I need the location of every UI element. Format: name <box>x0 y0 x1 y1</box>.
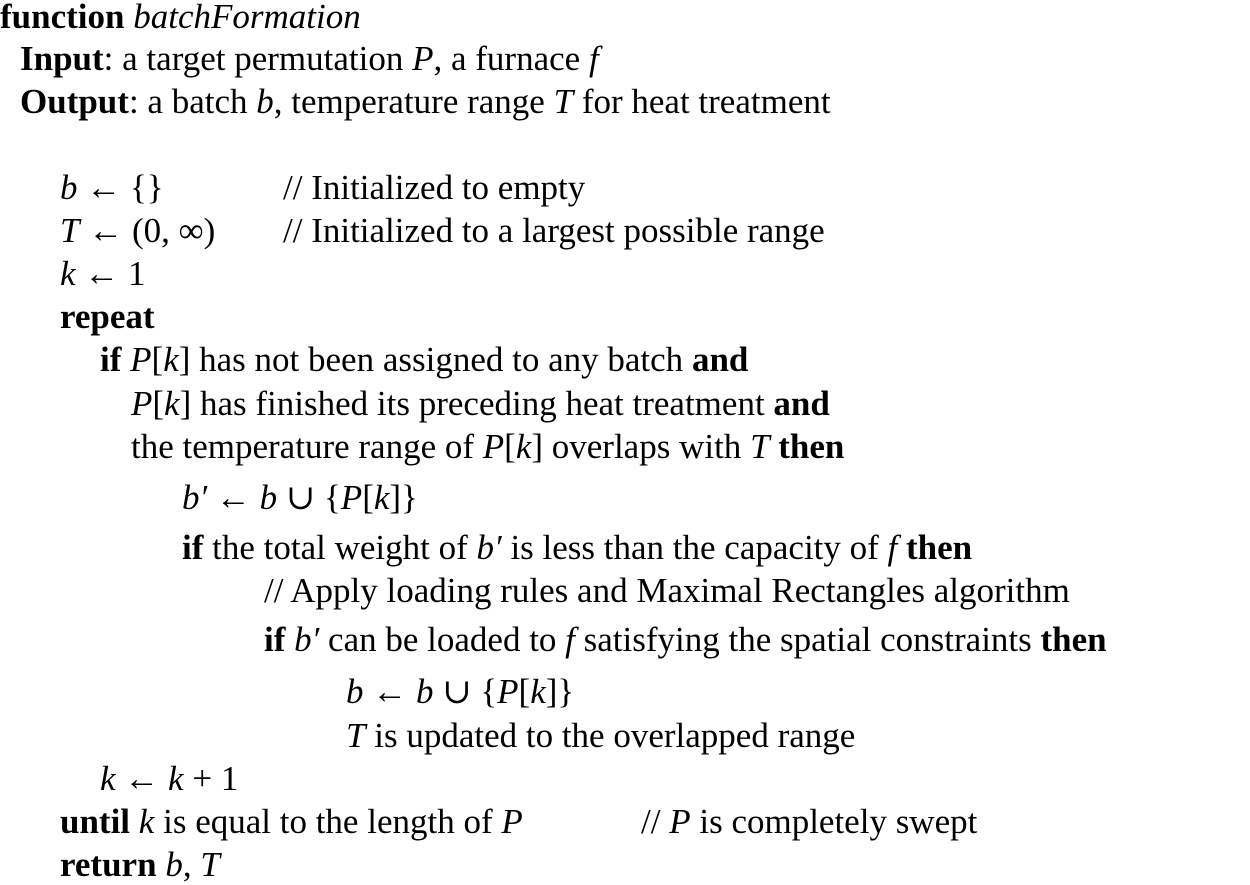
init-k-var: k <box>60 254 76 293</box>
bracket: [ <box>151 340 164 379</box>
assign-arrow: ← <box>363 672 416 711</box>
var-k: k <box>100 759 116 798</box>
then-keyword: then <box>906 528 973 567</box>
init-t-comment: // Initialized to a largest possible range <box>283 211 825 250</box>
k-increment-line <box>100 759 238 799</box>
init-b-op: ← {} <box>77 168 164 207</box>
input-text-2: , a furnace <box>433 39 589 78</box>
then-keyword: then <box>778 427 845 466</box>
comment-rules-line <box>264 571 1070 611</box>
if-weight-text: the total weight of <box>203 528 477 567</box>
input-line <box>20 39 599 79</box>
init-k-line <box>60 254 146 294</box>
var-k: k <box>168 759 184 798</box>
var-b-prime: b′ <box>476 528 502 567</box>
var-p: P <box>669 802 691 841</box>
var-p: P <box>501 802 523 841</box>
if-finished-line <box>131 384 830 424</box>
output-text-3: for heat treatment <box>573 82 831 121</box>
if-overlap-text: the temperature range of <box>131 427 483 466</box>
space <box>157 845 166 884</box>
if-load-line <box>264 620 1107 660</box>
and-keyword: and <box>691 340 749 379</box>
if-keyword: if <box>100 340 122 379</box>
then-keyword: then <box>1040 620 1107 659</box>
comma: , <box>182 845 201 884</box>
if-overlap-line <box>131 427 844 467</box>
return-line <box>60 845 220 885</box>
init-t-line <box>60 211 825 251</box>
space <box>121 340 130 379</box>
input-var-f: f <box>588 39 599 78</box>
if-weight-text-2: is less than the capacity of <box>501 528 888 567</box>
until-comment <box>641 802 977 842</box>
plus-one: + 1 <box>183 759 239 798</box>
repeat-keyword: repeat <box>60 297 155 336</box>
var-b: b <box>165 845 183 884</box>
until-line <box>60 802 978 842</box>
init-k-op: ← 1 <box>75 254 146 293</box>
if-weight-line <box>182 528 972 568</box>
space <box>130 802 139 841</box>
var-t: T <box>346 716 366 755</box>
input-label: Input <box>20 39 104 78</box>
b-assign-line <box>346 672 574 712</box>
if-assigned-line <box>100 340 748 380</box>
return-keyword: return <box>60 845 157 884</box>
comment-rules: // Apply loading rules and Maximal Rectangles algorithm <box>264 571 1070 610</box>
union-open: ∪ { <box>433 672 498 711</box>
function-name: batchFormation <box>133 0 361 36</box>
union-close: ]} <box>545 672 575 711</box>
space <box>285 620 294 659</box>
var-b-prime: b′ <box>182 478 208 517</box>
if-load-text-2: satisfying the spatial constraints <box>574 620 1041 659</box>
output-text: : a batch <box>128 82 257 121</box>
var-f: f <box>565 620 575 659</box>
var-p: P <box>482 427 505 466</box>
var-k: k <box>373 478 390 517</box>
bracket: [ <box>152 384 165 423</box>
union-open: ∪ { <box>277 478 341 517</box>
until-keyword: until <box>60 802 131 841</box>
var-k: k <box>163 340 179 379</box>
if-finished-text: ] has finished its preceding heat treatment <box>179 384 774 423</box>
bprime-assign-line <box>182 478 418 518</box>
var-t: T <box>750 427 770 466</box>
output-var-b: b <box>256 82 274 121</box>
union-close: ]} <box>389 478 418 517</box>
bracket: [ <box>362 478 374 517</box>
if-overlap-text-2: ] overlaps with <box>531 427 751 466</box>
var-k: k <box>138 802 155 841</box>
var-p: P <box>130 340 152 379</box>
output-var-t: T <box>553 82 574 121</box>
var-b: b <box>346 672 364 711</box>
input-var-p: P <box>412 39 434 78</box>
var-f: f <box>887 528 898 567</box>
var-k: k <box>164 384 180 423</box>
and-keyword: and <box>773 384 830 423</box>
var-p: P <box>497 672 519 711</box>
if-assigned-text: ] has not been assigned to any batch <box>178 340 692 379</box>
input-text: : a target permutation <box>103 39 413 78</box>
var-t: T <box>200 845 220 884</box>
function-header <box>0 0 361 37</box>
var-p: P <box>131 384 153 423</box>
if-keyword: if <box>182 528 204 567</box>
assign-arrow: ← <box>115 759 169 798</box>
space <box>770 427 779 466</box>
t-update-line <box>346 716 855 756</box>
init-t-op: ← (0, ∞) <box>79 211 216 250</box>
repeat-line <box>60 297 155 337</box>
init-t-var: T <box>60 211 80 250</box>
var-k: k <box>530 672 546 711</box>
init-b-comment: // Initialized to empty <box>283 168 586 207</box>
assign-arrow: ← <box>207 478 260 517</box>
bracket: [ <box>504 427 516 466</box>
comment-slash: // <box>641 802 670 841</box>
var-b: b <box>416 672 434 711</box>
var-b: b <box>259 478 278 517</box>
until-text: is equal to the length of <box>154 802 502 841</box>
if-load-text: can be loaded to <box>319 620 566 659</box>
if-keyword: if <box>264 620 286 659</box>
t-update-text: is updated to the overlapped range <box>365 716 856 755</box>
function-keyword: function <box>0 0 125 36</box>
output-line <box>20 82 831 122</box>
init-b-line <box>60 168 586 208</box>
space <box>897 528 906 567</box>
bracket: [ <box>518 672 531 711</box>
var-k: k <box>515 427 532 466</box>
var-p: P <box>340 478 363 517</box>
comment-text: is completely swept <box>690 802 978 841</box>
var-b-prime: b′ <box>294 620 320 659</box>
output-text-2: , temperature range <box>273 82 554 121</box>
output-label: Output <box>20 82 129 121</box>
init-b-var: b <box>60 168 78 207</box>
